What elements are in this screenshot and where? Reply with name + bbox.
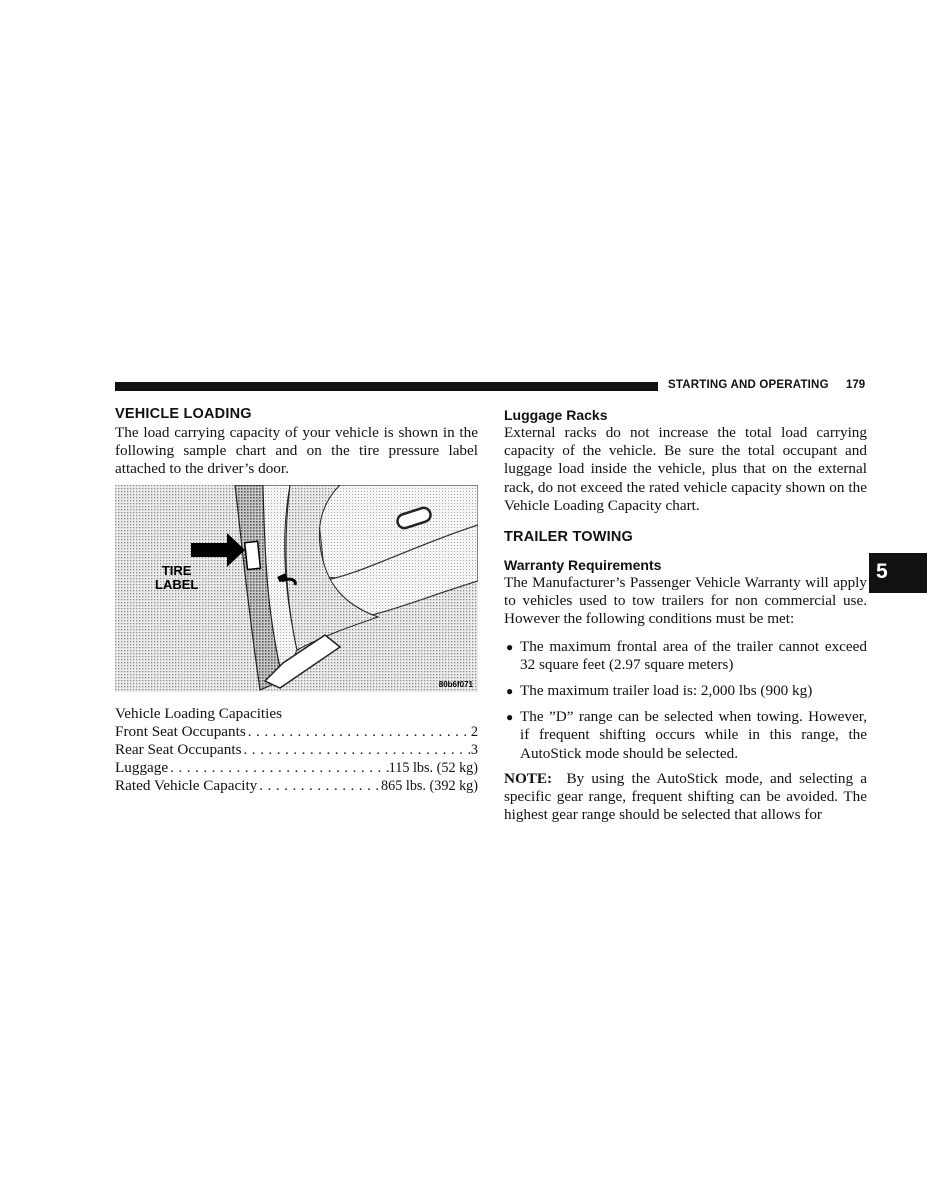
tire-label-callout	[155, 564, 198, 592]
capacity-row	[115, 759, 478, 777]
capacity-value: 115 lbs. (52 kg)	[388, 759, 478, 776]
capacities-title: Vehicle Loading Capacities	[115, 704, 283, 722]
capacity-value: 865 lbs. (392 kg)	[381, 777, 478, 794]
capacity-label: Rear Seat Occupants	[115, 740, 242, 758]
capacity-row	[115, 741, 478, 759]
dot-leader	[257, 777, 381, 795]
list-item-text: The ”D” range can be selected when towing. However, if frequent shifting occurs while in this range, the AutoStick mode should be selected.	[520, 708, 867, 762]
towing-conditions-list	[504, 638, 867, 763]
luggage-racks-heading: Luggage Racks	[504, 407, 608, 423]
trailer-towing-heading: TRAILER TOWING	[504, 529, 633, 546]
left-column	[115, 404, 478, 795]
note-paragraph	[504, 770, 867, 825]
list-item	[504, 682, 867, 700]
note-label: NOTE:	[504, 769, 553, 787]
capacity-value: 3	[470, 741, 478, 758]
bullet-icon: ●	[506, 710, 514, 725]
capacities-list	[115, 705, 478, 795]
callout-line-2: LABEL	[155, 576, 199, 592]
capacity-row	[115, 777, 478, 795]
list-item	[504, 708, 867, 763]
dot-leader	[242, 741, 471, 759]
figure-code: 80b6f071	[438, 679, 473, 689]
page-number: 179	[846, 379, 866, 391]
capacity-label: Front Seat Occupants	[115, 722, 246, 740]
warranty-heading: Warranty Requirements	[504, 557, 662, 574]
list-item-text: The maximum frontal area of the trailer cannot exceed 32 square feet (2.97 square meters)	[520, 637, 867, 673]
chapter-number: 5	[876, 560, 888, 583]
vehicle-loading-heading: VEHICLE LOADING	[115, 406, 252, 422]
capacity-label: Luggage	[115, 758, 169, 776]
callout-line-1: TIRE	[161, 562, 192, 578]
tire-label-sticker	[245, 541, 261, 569]
note-text: By using the AutoStick mode, and selecting a specific gear range, frequent shifting can be avoided. The highest gear range should be selected that allows for	[504, 769, 867, 824]
capacity-value: 2	[470, 723, 478, 740]
section-title: STARTING AND OPERATING	[668, 379, 829, 391]
luggage-racks-text: External racks do not increase the total load carrying capacity of the vehicle. Be sure the total occupant and luggage load inside the vehicle, plus that on the external rack, do not exceed the rated vehicle capacity shown on the Vehicle Loading Capacity chart.	[504, 424, 867, 514]
list-item-text: The maximum trailer load is: 2,000 lbs (900 kg)	[520, 682, 813, 700]
bullet-icon: ●	[506, 684, 514, 699]
list-item	[504, 638, 867, 674]
dot-leader	[168, 759, 389, 777]
capacity-label: Rated Vehicle Capacity	[115, 776, 258, 794]
vehicle-loading-intro: The load carrying capacity of your vehicle is shown in the following sample chart and on the tire pressure label attached to the driver’s door.	[115, 424, 478, 478]
warranty-text: The Manufacturer’s Passenger Vehicle Warranty will apply to vehicles used to tow trailers for non commercial use. However the following conditions must be met:	[504, 574, 867, 628]
tire-label-figure	[115, 485, 478, 692]
bullet-icon: ●	[506, 639, 514, 654]
header-rule	[115, 382, 658, 391]
dot-leader	[246, 723, 471, 741]
capacity-row	[115, 723, 478, 741]
right-column	[504, 404, 867, 824]
chapter-tab	[869, 553, 927, 593]
